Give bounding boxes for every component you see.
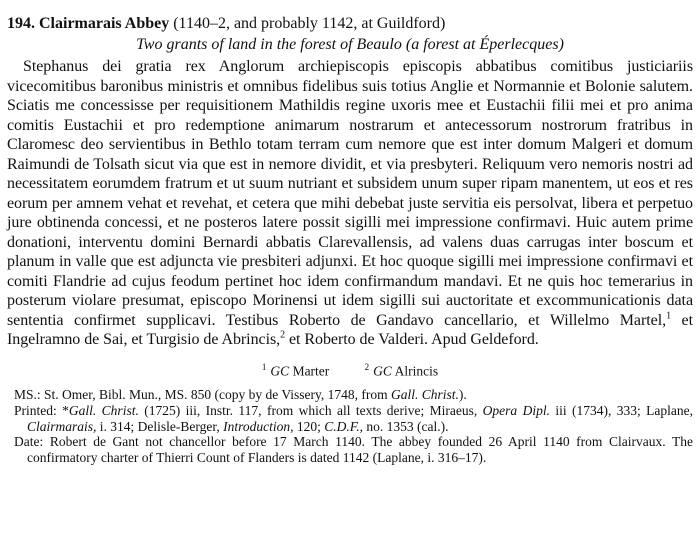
printed-text-4: i. 314; Delisle-Berger, — [96, 418, 224, 434]
footnote-text: Marter — [292, 363, 330, 378]
footnote-abbr: GC — [373, 363, 392, 378]
footnote-2 — [365, 359, 438, 380]
ms-label: MS.: — [14, 387, 41, 402]
subtitle-main: Two grants of land in the forest of Beaulo — [136, 36, 402, 53]
printed-text-5: 120; — [293, 418, 325, 434]
charter-text-part2: et Ingelramno de Sai, et Turgisio de Abrincis, — [7, 311, 693, 348]
footnote-mark: 2 — [364, 361, 370, 372]
printed-label: Printed: — [14, 402, 57, 418]
date-entry — [7, 434, 693, 466]
printed-entry — [7, 403, 693, 435]
footnote-ref-1[interactable]: 1 — [666, 310, 672, 322]
printed-italic-3: Clairmarais, — [27, 418, 97, 434]
printed-italic-2: Opera Dipl. — [482, 402, 550, 418]
printed-text-1: * — [56, 402, 69, 418]
charter-date: (1140–2, and probably 1142, at Guildford) — [173, 15, 446, 32]
printed-text-3: iii (1734), 333; Laplane, — [549, 402, 694, 418]
ms-text: St. Omer, Bibl. Mun., MS. 850 (copy by de Vissery, 1748, from — [40, 387, 392, 402]
footnote-1 — [262, 359, 329, 380]
footnote-text: Alrincis — [394, 363, 439, 378]
charter-title: Clairmarais Abbey — [39, 15, 170, 32]
charter-text — [7, 57, 693, 350]
printed-text-6: no. 1353 (cal.). — [363, 418, 449, 434]
footnote-mark: 1 — [261, 361, 267, 372]
charter-text-part3: et Roberto de Valderi. Apud Geldeford. — [285, 331, 539, 348]
manuscript-entry — [7, 387, 693, 403]
printed-italic-4: Introduction, — [223, 418, 294, 434]
printed-text-2: (1725) iii, Instr. 117, from which all texts derive; Miraeus, — [138, 402, 483, 418]
footnotes — [7, 359, 693, 380]
subtitle-parenthetical: (a forest at Éperlecques) — [405, 36, 564, 53]
critical-apparatus — [7, 387, 693, 466]
document-page — [7, 14, 693, 466]
footnote-abbr: GC — [270, 363, 290, 378]
printed-italic-5: C.D.F., — [324, 418, 363, 434]
charter-text-part1: Stephanus dei gratia rex Anglorum archiepiscopis episcopis abbatibus comitibus justiciariis vicecomitibus baronibus ministris et omnibus fidelibus suis totius Anglie et Normannie et Bolonie salutem. Sciatis me concessisse per requisitionem Mathildis regine uxoris mee et Eustachii filii mei et pro anima comitis Eustachii et pro redemptione animarum nostrarum et antecessorum nostrorum fratribus in Claromesc deo servientibus in Bethlo totam terram cum nemore que est inter domum Malgeri et domum Raimundi de Tolsath sicut via que est in nemore dividit, et via presbyteri. Reliquum vero nemoris nostri ad necessitatem eorumdem fratrum et ut suum nutriant et subsidem unum super ripam manentem, ut eos et res eorum per amnem vehat et revehat, et cetera que mihi debebat juste servitia eis persolvat, libera et perpetuo jure obtinenda concessi, et ne posteros latere possit sigilli mei impressione confirmavi. Huic autem prime donationi, interventu domini Bernardi abbatis Clarevallensis, ad valens duas carrugas inter boscum et planum in valle que est adjuncta vie presbiteri adjunxi. Et hoc quoque sigilli mei impressione confirmavi et comiti Flandrie ad cujus feodum pertinet hoc idem confirmandum mandavi. Et ne quis hoc temerarius in posterum violare presumat, episcopo Morinensi ut idem sigilli sui auctoritate et excommunicationis data sententia confirmet supplicavi. Testibus Roberto de Gandavo cancellario, et Willelmo Martel, — [7, 58, 693, 329]
charter-number: 194. — [7, 15, 35, 32]
footnote-ref-2[interactable]: 2 — [280, 329, 286, 341]
ms-tail: ). — [458, 387, 467, 402]
charter-subtitle — [7, 34, 693, 55]
ms-italic: Gall. Christ. — [391, 387, 459, 402]
printed-italic-1: Gall. Christ. — [68, 402, 139, 418]
date-text: Robert de Gant not chancellor before 17 March 1140. The abbey founded 26 April 1140 from Clairvaux. The confirmatory charter of Thierri Count of Flanders is dated 1142 (Laplane, i. 316–17). — [27, 434, 693, 466]
charter-heading — [7, 14, 693, 33]
date-label: Date: — [14, 434, 44, 450]
